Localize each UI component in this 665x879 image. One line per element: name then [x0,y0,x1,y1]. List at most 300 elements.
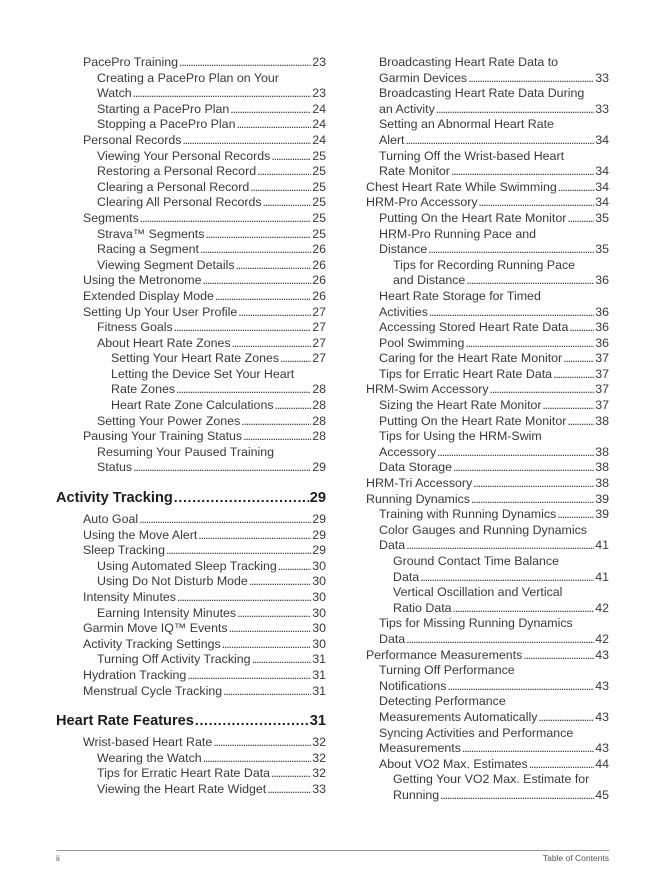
toc-entry[interactable] [366,195,609,211]
toc-page-number: 31 [312,652,326,667]
toc-entry[interactable] [56,242,326,258]
toc-page-number: 37 [595,366,609,381]
toc-entry[interactable] [366,180,609,196]
toc-entry[interactable] [56,766,326,782]
toc-page-number: 27 [312,304,326,319]
toc-entry[interactable] [56,258,326,274]
toc-entry-title: Creating a PacePro Plan on Your [97,70,279,85]
footer-divider [56,850,609,851]
toc-entry-title: Intensity Minutes [83,590,176,604]
dot-leader [166,543,311,559]
toc-entry[interactable] [366,523,609,554]
toc-entry[interactable] [366,694,609,725]
toc-page-number: 38 [595,444,609,459]
toc-page-number: 31 [309,713,326,730]
toc-entry-title: Data [379,538,406,553]
dot-leader [436,102,594,118]
toc-entry-title: Training with Running Dynamics [379,507,557,522]
toc-entry-title: Tips for Using the HRM-Swim [379,429,542,444]
toc-page-number: 30 [312,558,326,573]
toc-entry-title: Sizing the Heart Rate Monitor [379,398,542,413]
toc-entry-title: Activities [379,304,428,319]
toc-page-number: 25 [312,226,326,241]
toc-entry-title: Clearing a Personal Record [97,179,250,194]
toc-entry-title: Using the Metronome [83,273,202,288]
toc-page-number: 37 [595,398,609,413]
toc-entry[interactable] [56,149,326,165]
toc-entry-title: Setting Your Power Zones [97,413,241,428]
dot-leader [249,574,311,590]
toc-entry-title: Clearing All Personal Records [97,195,262,210]
dot-leader [195,712,309,730]
toc-entry[interactable] [56,71,326,102]
toc-entry-title: Accessory [379,444,437,459]
toc-page-number: 24 [312,101,326,116]
toc-page-number: 36 [595,320,609,335]
toc-page-number: 42 [595,631,609,646]
toc-page-number: 26 [312,288,326,303]
toc-page-number: 38 [595,460,609,475]
toc-entry-title: Ratio Data [393,600,452,615]
toc-entry[interactable] [56,684,326,700]
toc-page-number: 36 [595,304,609,319]
toc-entry[interactable] [366,507,609,523]
dot-leader [229,621,312,637]
toc-entry-title: Rate Zones [111,382,176,397]
toc-entry[interactable] [366,289,609,320]
toc-entry[interactable] [366,336,609,352]
toc-entry-title: PacePro Training [83,55,179,69]
toc-entry[interactable] [366,616,609,647]
toc-entry-title: Viewing Segment Details [97,257,235,272]
toc-entry-title: Starting a PacePro Plan [97,101,230,116]
toc-entry[interactable] [366,367,609,383]
toc-page-number: 37 [595,351,609,366]
toc-entry-title: Measurements [379,741,461,756]
toc-entry-title: Broadcasting Heart Rate Data to [379,55,559,69]
dot-leader [567,414,594,430]
toc-entry-title: Turning Off Activity Tracking [97,652,251,667]
toc-entry[interactable] [56,668,326,684]
toc-entry-title: Alert [379,132,405,147]
toc-entry-title: Tips for Recording Running Pace [393,257,576,272]
toc-entry-title: Data [393,569,420,584]
toc-entry-title: Measurements Automatically [379,709,538,724]
toc-page-number: 34 [595,164,609,179]
toc-entry-title: Broadcasting Heart Rate Data During [379,86,585,101]
toc-page-number: 28 [312,429,326,444]
dot-leader [271,766,311,782]
toc-entry-title: Setting Up Your User Profile [83,304,238,319]
toc-entry[interactable] [366,663,609,694]
toc-entry-title: Syncing Activities and Performance [379,725,574,740]
toc-page-number: 31 [312,667,326,682]
dot-leader [406,632,594,648]
toc-entry[interactable] [56,559,326,575]
toc-entry[interactable] [56,590,326,606]
toc-entry[interactable] [56,320,326,336]
dot-leader [182,133,311,149]
toc-entry-title: and Distance [393,273,466,288]
toc-entry[interactable] [366,149,609,180]
dot-leader [202,273,311,289]
toc-entry-title: Data [379,631,406,646]
dot-leader [133,86,312,102]
toc-entry-title: HRM-Pro Accessory [366,195,478,210]
dot-leader [405,133,594,149]
dot-leader [232,336,312,352]
toc-entry-title: Tips for Erratic Heart Rate Data [379,366,553,381]
dot-leader [230,102,311,118]
toc-page-number: 35 [595,242,609,257]
toc-page-number: 43 [595,678,609,693]
dot-leader [179,55,311,71]
dot-leader [453,601,595,617]
toc-entry-title: Viewing Your Personal Records [97,148,271,163]
toc-page-number: 41 [595,569,609,584]
toc-entry[interactable] [366,460,609,476]
toc-page-number: 43 [595,709,609,724]
toc-entry-title: Vertical Oscillation and Vertical [393,585,563,600]
toc-entry-title: Performance Measurements [366,647,523,662]
toc-page-number: 45 [595,787,609,802]
dot-leader [563,351,594,367]
toc-entry-title: Color Gauges and Running Dynamics [379,522,587,537]
toc-entry-title: Heart Rate Zone Calculations [111,398,274,413]
toc-entry[interactable] [366,429,609,460]
dot-leader [558,180,594,196]
dot-leader [215,289,311,305]
dot-leader [238,305,311,321]
toc-entry-title: Chest Heart Rate While Swimming [366,179,557,194]
toc-section-heading[interactable] [56,489,326,507]
toc-entry[interactable] [56,735,326,751]
dot-leader [243,429,311,445]
toc-entry-title: Racing a Segment [97,242,199,257]
toc-entry-title: Pausing Your Training Status [83,429,243,444]
dot-leader [523,648,594,664]
dot-leader [473,476,594,492]
toc-entry[interactable] [56,55,326,71]
toc-page-number: 32 [312,766,326,781]
toc-entry-title: Detecting Performance [379,694,506,709]
toc-entry-title: an Activity [379,101,435,116]
toc-page-number: 31 [312,683,326,698]
toc-entry[interactable] [56,102,326,118]
toc-entry-title: Hydration Tracking [83,667,187,682]
toc-entry[interactable] [366,757,609,773]
toc-page-number: 26 [312,273,326,288]
toc-entry[interactable] [56,782,326,798]
toc-entry[interactable] [56,414,326,430]
toc-entry-title: Strava™ Segments [97,226,205,241]
dot-leader [198,528,311,544]
dot-leader [200,242,311,258]
toc-section-heading[interactable] [56,712,326,730]
toc-entry[interactable] [56,351,326,367]
toc-entry[interactable] [366,554,609,585]
toc-entry-title: Using the Move Alert [83,527,198,542]
toc-page-number: 28 [312,382,326,397]
dot-leader [236,258,312,274]
toc-entry[interactable] [56,751,326,767]
toc-entry[interactable] [366,382,609,398]
dot-leader [263,195,312,211]
toc-entry-title: Menstrual Cycle Tracking [83,683,223,698]
toc-entry-title: Resuming Your Paused Training [97,444,275,459]
dot-leader [139,512,311,528]
dot-leader [271,149,311,165]
toc-entry[interactable] [56,574,326,590]
toc-entry-title: Rate Monitor [379,164,450,179]
toc-entry-title: Notifications [379,678,447,693]
toc-entry[interactable] [366,414,609,430]
toc-entry-title: Fitness Goals [97,320,173,335]
dot-leader [557,507,594,523]
toc-entry[interactable] [56,528,326,544]
toc-page-number: 42 [595,600,609,615]
dot-leader [237,606,311,622]
toc-entry-title: Extended Display Mode [83,288,214,303]
toc-page-number: 33 [595,70,609,85]
toc-entry-title: Setting Your Heart Rate Zones [111,351,280,366]
toc-entry[interactable] [56,367,326,398]
toc-right-column [366,55,609,804]
toc-entry[interactable] [56,543,326,559]
dot-leader [174,489,309,507]
toc-page-number: 28 [312,398,326,413]
toc-entry-title: Garmin Devices [379,70,468,85]
toc-page-number: 30 [312,605,326,620]
dot-leader [553,367,594,383]
dot-leader [471,492,594,508]
dot-leader [538,710,594,726]
toc-entry-title: Tips for Missing Running Dynamics [379,616,573,631]
toc-entry[interactable] [56,606,326,622]
toc-entry-title: HRM-Swim Accessory [366,382,489,397]
toc-entry-title: Running Dynamics [366,491,470,506]
toc-entry[interactable] [366,351,609,367]
toc-page-number: 33 [595,101,609,116]
toc-entry-title: Getting Your VO2 Max. Estimate for [393,772,590,787]
toc-entry-title: Turning Off Performance [379,663,515,678]
toc-entry[interactable] [366,492,609,508]
toc-entry-title: Status [97,460,133,475]
toc-entry[interactable] [56,637,326,653]
toc-entry-title: Wearing the Watch [97,750,202,765]
toc-entry-title: Activity Tracking [56,490,173,507]
toc-entry[interactable] [56,512,326,528]
dot-leader [468,71,594,87]
toc-page-number: 44 [595,756,609,771]
footer-page-number: ii [56,853,60,863]
toc-page-number: 25 [312,179,326,194]
toc-entry-title: Wrist-based Heart Rate [83,735,213,750]
toc-entry-title: Caring for the Heart Rate Monitor [379,351,563,366]
toc-entry-title: Pool Swimming [379,335,465,350]
toc-page-number: 30 [312,636,326,651]
toc-entry-title: HRM-Pro Running Pace and [379,226,537,241]
toc-entry[interactable] [56,180,326,196]
dot-leader [428,242,594,258]
toc-page-number: 39 [595,491,609,506]
dot-leader [177,590,311,606]
dot-leader [466,273,594,289]
toc-entry-title: Heart Rate Features [56,713,194,730]
dot-leader [133,460,311,476]
dot-leader [567,211,594,227]
dot-leader [252,652,312,668]
toc-page-number: 26 [312,242,326,257]
toc-entry-title: Garmin Move IQ™ Events [83,621,228,636]
toc-entry-title: Watch [97,86,132,101]
toc-entry-title: Putting On the Heart Rate Monitor [379,210,567,225]
toc-entry-title: Heart Rate Storage for Timed [379,288,541,303]
dot-leader [543,398,595,414]
toc-entry-title: Tips for Erratic Heart Rate Data [97,766,271,781]
toc-entry[interactable] [56,273,326,289]
dot-leader [453,460,594,476]
toc-entry-title: Letting the Device Set Your Heart [111,366,295,381]
dot-leader [187,668,311,684]
toc-entry-title: Segments [83,210,139,225]
dot-leader [280,351,311,367]
toc-entry[interactable] [56,621,326,637]
toc-page-number: 29 [312,460,326,475]
dot-leader [267,782,311,798]
toc-entry-title: Restoring a Personal Record [97,164,257,179]
dot-leader [451,164,594,180]
toc-page-number: 29 [309,490,326,507]
toc-page-number: 39 [595,507,609,522]
toc-entry[interactable] [56,289,326,305]
toc-entry[interactable] [56,195,326,211]
dot-leader [465,336,594,352]
toc-entry[interactable] [56,398,326,414]
toc-page-number: 28 [312,413,326,428]
toc-page-number: 34 [595,195,609,210]
toc-page-number: 26 [312,257,326,272]
toc-entry[interactable] [366,117,609,148]
toc-entry[interactable] [366,585,609,616]
toc-entry[interactable] [56,117,326,133]
toc-entry-title: Using Do Not Disturb Mode [97,574,248,589]
dot-leader [257,164,311,180]
toc-entry[interactable] [56,211,326,227]
dot-leader [529,757,594,773]
toc-entry-title: Viewing the Heart Rate Widget [97,781,267,796]
toc-entry-title: Data Storage [379,460,453,475]
toc-entry-title: Auto Goal [83,512,139,527]
toc-entry[interactable] [56,429,326,445]
toc-entry-title: Running [393,787,440,802]
dot-leader [448,679,595,695]
toc-page-number: 37 [595,382,609,397]
dot-leader [406,538,594,554]
dot-leader [222,637,311,653]
toc-entry[interactable] [56,445,326,476]
toc-entry-title: Sleep Tracking [83,543,165,558]
toc-page-number: 25 [312,210,326,225]
toc-entry[interactable] [56,305,326,321]
toc-entry-title: Using Automated Sleep Tracking [97,558,277,573]
toc-page-number: 36 [595,335,609,350]
toc-page-number: 30 [312,574,326,589]
toc-entry[interactable] [56,336,326,352]
toc-entry[interactable] [56,227,326,243]
footer-section-title: Table of Contents [542,853,609,863]
toc-left-column [56,55,326,798]
toc-entry-title: Putting On the Heart Rate Monitor [379,413,567,428]
toc-entry[interactable] [366,211,609,227]
dot-leader [490,382,595,398]
toc-entry[interactable] [366,320,609,336]
toc-page-number: 36 [595,273,609,288]
toc-page-number: 23 [312,55,326,69]
toc-entry-title: HRM-Tri Accessory [366,476,473,491]
toc-entry-title: Distance [379,242,428,257]
toc-page-number: 29 [312,543,326,558]
toc-page-number: 25 [312,148,326,163]
toc-entry-title: Setting an Abnormal Heart Rate [379,117,554,132]
toc-entry[interactable] [56,133,326,149]
toc-entry[interactable] [56,652,326,668]
toc-page-number: 38 [595,413,609,428]
toc-page-number: 23 [312,86,326,101]
dot-leader [223,684,311,700]
dot-leader [569,320,594,336]
toc-page-number: 27 [312,335,326,350]
toc-page-number: 24 [312,117,326,132]
toc-page-number: 32 [312,735,326,750]
toc-page-number: 29 [312,527,326,542]
toc-entry-title: Turning Off the Wrist-based Heart [379,148,565,163]
toc-entry-title: Stopping a PacePro Plan [97,117,236,132]
toc-entry[interactable] [366,227,609,258]
toc-entry[interactable] [366,648,609,664]
toc-page-number: 34 [595,179,609,194]
toc-entry[interactable] [366,772,609,803]
dot-leader [479,195,595,211]
toc-entry[interactable] [56,164,326,180]
dot-leader [241,414,311,430]
dot-leader [205,227,311,243]
dot-leader [213,735,311,751]
toc-page-number: 41 [595,538,609,553]
dot-leader [176,382,311,398]
toc-entry[interactable] [366,258,609,289]
toc-entry[interactable] [366,398,609,414]
toc-page-number: 24 [312,132,326,147]
dot-leader [140,211,311,227]
toc-entry[interactable] [366,55,609,86]
dot-leader [174,320,311,336]
toc-page-number: 43 [595,647,609,662]
toc-entry[interactable] [366,476,609,492]
dot-leader [437,445,594,461]
dot-leader [275,398,312,414]
toc-entry-title: Earning Intensity Minutes [97,605,237,620]
toc-entry[interactable] [366,726,609,757]
dot-leader [462,741,594,757]
toc-page-number: 33 [312,781,326,796]
dot-leader [250,180,311,196]
dot-leader [440,788,594,804]
toc-entry-title: Ground Contact Time Balance [393,554,559,568]
toc-entry-title: Personal Records [83,132,182,147]
toc-entry[interactable] [366,86,609,117]
dot-leader [429,305,594,321]
